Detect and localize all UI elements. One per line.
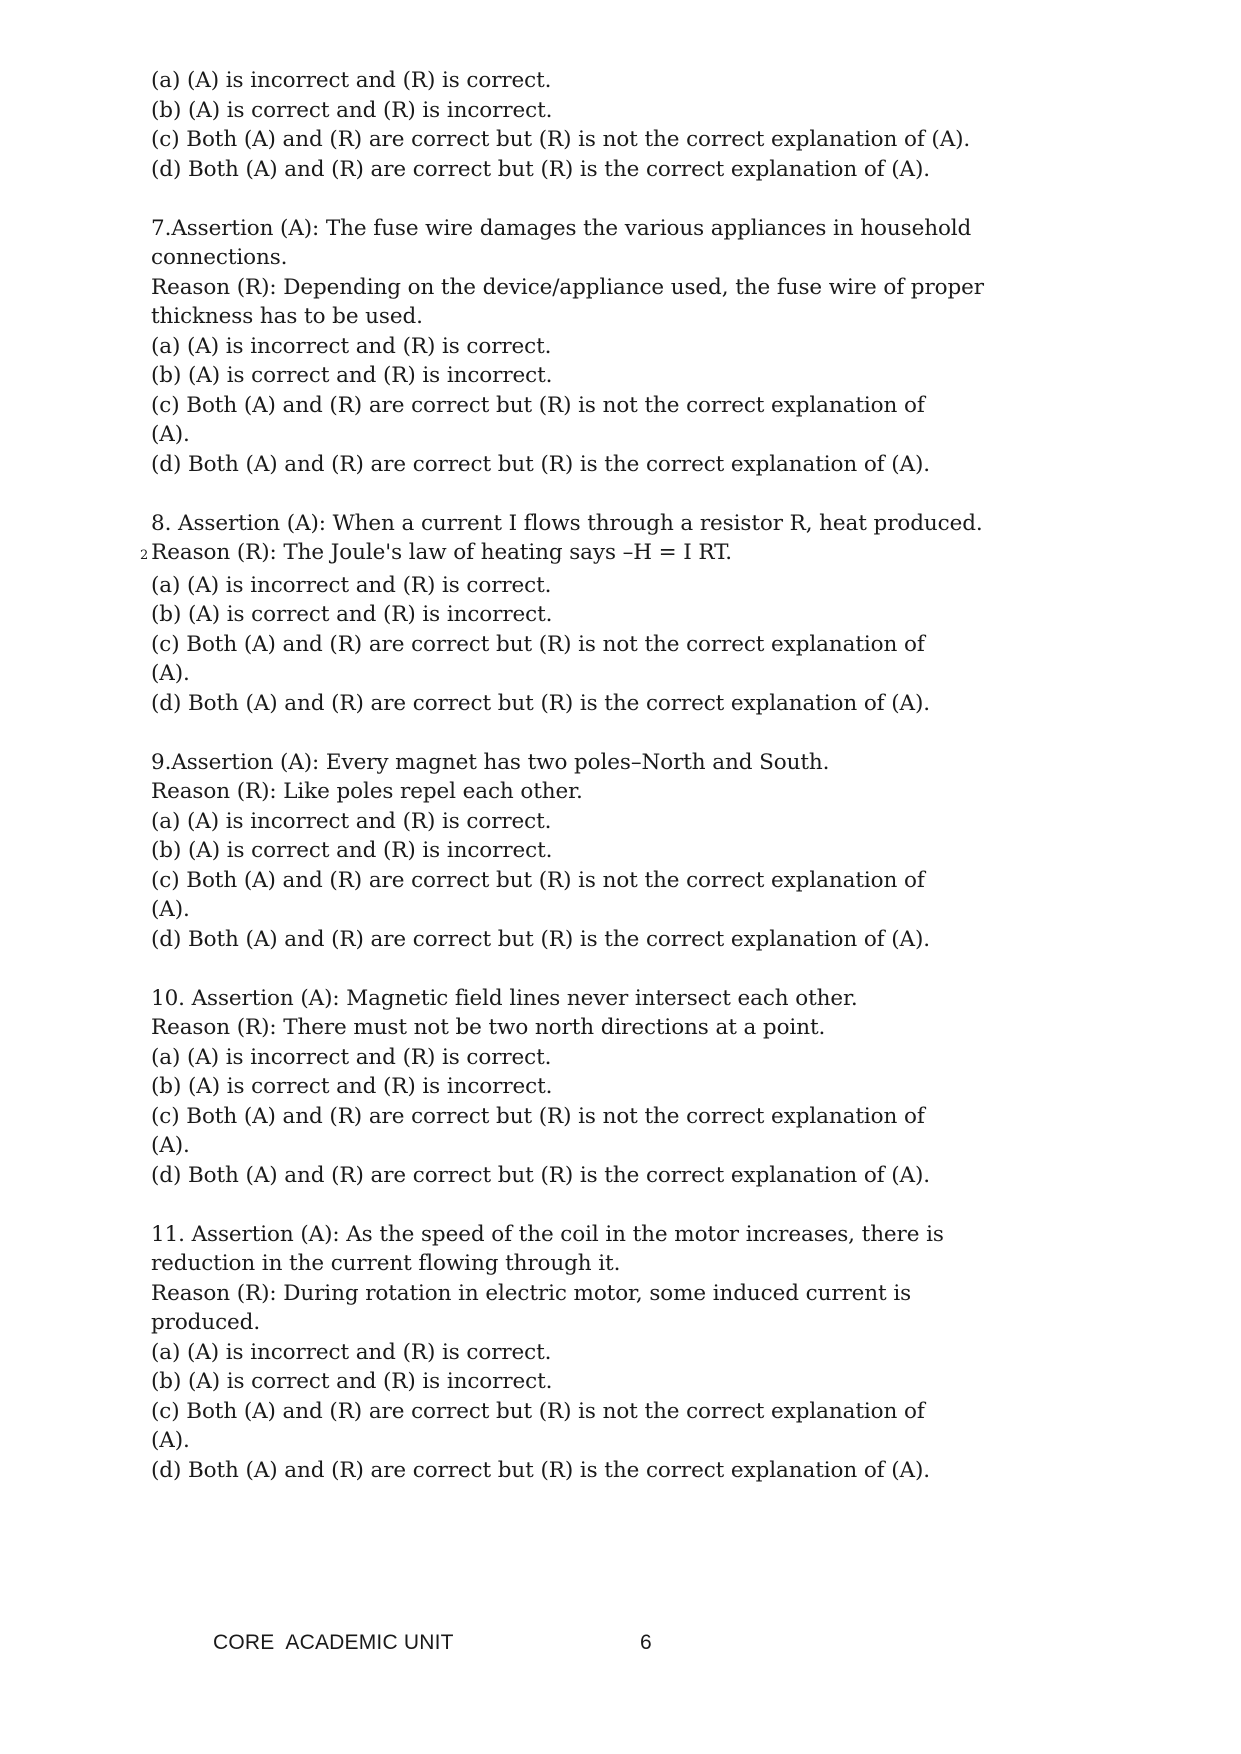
option-b-content: (b) (A) is correct and (R) is incorrect. [151,838,553,863]
option-b-content: (b) (A) is correct and (R) is incorrect. [151,1369,553,1394]
reason-text-content: Reason (R): There must not be two north directions at a point. [151,1015,826,1040]
reason-text [140,538,1051,571]
reason-text [151,1013,1051,1043]
assertion-text-content: 9.Assertion (A): Every magnet has two poles–North and South. [151,749,830,775]
option-d-content: (d) Both (A) and (R) are correct but (R) is the correct explanation of (A). [151,156,931,182]
option-d [151,155,1051,185]
question-7 [151,214,1051,480]
line-marker: 2 [140,548,149,563]
option-c-content: (c) Both (A) and (R) are correct but (R) is not the correct explanation of [151,1103,925,1129]
option-b-content: (b) (A) is correct and (R) is incorrect. [151,602,553,627]
option-a [151,571,1051,601]
option-a-content: (a) (A) is incorrect and (R) is correct. [151,68,552,93]
option-a [151,332,1051,362]
reason-text-content: Reason (R): Depending on the device/appliance used, the fuse wire of proper [151,274,984,300]
option-b [151,1367,1051,1397]
footer-unit-label: CORE ACADEMIC UNIT [213,1631,454,1654]
assertion-text-content: 8. Assertion (A): When a current I flows through a resistor R, heat produced. [151,510,983,536]
text-line-content: (A). [151,897,190,922]
option-c [151,125,1051,155]
assertion-text [151,984,1051,1014]
option-c [151,630,1051,660]
text-line-content: reduction in the current flowing through it. [151,1251,621,1276]
text-line [151,1249,1051,1279]
option-d [151,689,1051,719]
option-c-content: (c) Both (A) and (R) are correct but (R) is not the correct explanation of [151,1398,925,1424]
option-b-content: (b) (A) is correct and (R) is incorrect. [151,363,553,388]
question-8 [140,509,1051,719]
option-a [151,807,1051,837]
text-line-content: (A). [151,1133,190,1158]
option-b [151,1072,1051,1102]
block-spacer [151,954,1051,984]
reason-text-content: Reason (R): During rotation in electric motor, some induced current is [151,1280,912,1306]
option-b-content: (b) (A) is correct and (R) is incorrect. [151,97,553,123]
option-d-content: (d) Both (A) and (R) are correct but (R) is the correct explanation of (A). [151,1162,931,1188]
reason-text-content: Reason (R): The Joule's law of heating says –H = I RT. [151,540,732,565]
option-c [151,1397,1051,1427]
assertion-text-content: 10. Assertion (A): Magnetic field lines never intersect each other. [151,985,858,1011]
text-line [151,1131,1051,1161]
option-a-content: (a) (A) is incorrect and (R) is correct. [151,808,552,834]
text-line [151,895,1051,925]
text-line [151,1426,1051,1456]
option-d [151,1161,1051,1191]
option-a-content: (a) (A) is incorrect and (R) is correct. [151,1044,552,1070]
text-line [151,420,1051,450]
option-d-content: (d) Both (A) and (R) are correct but (R) is the correct explanation of (A). [151,451,931,477]
assertion-text-content: 11. Assertion (A): As the speed of the coil in the motor increases, there is [151,1221,944,1247]
text-line [151,302,1051,332]
reason-text-content: Reason (R): Like poles repel each other. [151,779,583,804]
option-c-content: (c) Both (A) and (R) are correct but (R) is not the correct explanation of [151,867,925,893]
option-d [151,450,1051,480]
assertion-text [151,1220,1051,1250]
option-b [151,96,1051,126]
option-c-content: (c) Both (A) and (R) are correct but (R) is not the correct explanation of [151,631,925,657]
reason-text [151,777,1051,807]
block-spacer [151,184,1051,214]
reason-text [151,1279,1051,1309]
text-line-content: produced. [151,1310,261,1335]
block-spacer [151,718,1051,748]
option-c [151,1102,1051,1132]
option-d [151,1456,1051,1486]
option-d-content: (d) Both (A) and (R) are correct but (R) is the correct explanation of (A). [151,1457,931,1483]
assertion-text [151,509,1051,539]
option-a [151,66,1051,96]
option-a [151,1338,1051,1368]
question-continuation [151,66,1051,184]
text-line-content: (A). [151,422,190,447]
text-line-content: (A). [151,661,190,686]
option-a-content: (a) (A) is incorrect and (R) is correct. [151,572,552,598]
option-b [151,836,1051,866]
text-line [151,1308,1051,1338]
option-b-content: (b) (A) is correct and (R) is incorrect. [151,1074,553,1099]
option-a-content: (a) (A) is incorrect and (R) is correct. [151,1339,552,1365]
question-10 [151,984,1051,1191]
option-d-content: (d) Both (A) and (R) are correct but (R) is the correct explanation of (A). [151,926,931,952]
text-line [151,659,1051,689]
option-c [151,866,1051,896]
question-11 [151,1220,1051,1486]
question-9 [151,748,1051,955]
option-c-content: (c) Both (A) and (R) are correct but (R) is not the correct explanation of [151,392,925,418]
text-line-content: thickness has to be used. [151,304,423,329]
block-spacer [151,1190,1051,1220]
option-c-content: (c) Both (A) and (R) are correct but (R) is not the correct explanation of (A). [151,127,971,152]
footer-page-number: 6 [640,1631,652,1654]
option-a-content: (a) (A) is incorrect and (R) is correct. [151,333,552,359]
text-line [151,243,1051,273]
option-b [151,361,1051,391]
assertion-text [151,214,1051,244]
text-line-content: (A). [151,1428,190,1453]
option-a [151,1043,1051,1073]
page-body [140,66,1051,1485]
assertion-text-content: 7.Assertion (A): The fuse wire damages the various appliances in household [151,215,972,241]
block-spacer [151,479,1051,509]
text-line-content: connections. [151,245,288,270]
option-c [151,391,1051,421]
option-d-content: (d) Both (A) and (R) are correct but (R) is the correct explanation of (A). [151,690,931,716]
option-d [151,925,1051,955]
assertion-text [151,748,1051,778]
option-b [151,600,1051,630]
reason-text [151,273,1051,303]
